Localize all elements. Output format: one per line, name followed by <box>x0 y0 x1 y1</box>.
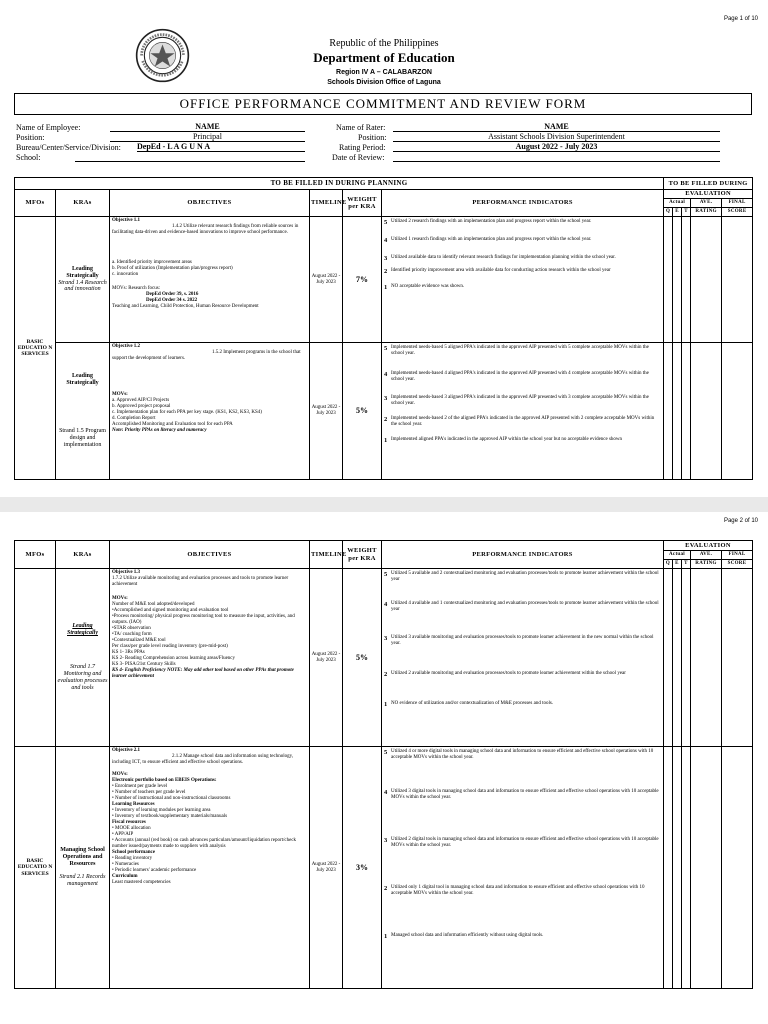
objective-text: 1.5.2 Implement programs in the school that support the development of learners. <box>112 350 301 361</box>
indicator-item: 4 Utilized 4 available and 1 contextualized monitoring and evaluation processes/tools to promote learner achievement within the school year <box>384 601 659 612</box>
objective-list-item: • Inventory of textbook/supplementary materials/manuals <box>112 814 228 819</box>
objectives-header: OBJECTIVES <box>110 190 310 217</box>
timeline-header: TIMELINE <box>310 190 343 217</box>
rater-name-field[interactable]: NAME <box>393 122 720 132</box>
ave-header: AVE. <box>691 199 722 208</box>
objective-cell <box>110 569 310 747</box>
deped-order: DepEd Order 34 s. 2022 <box>146 298 198 303</box>
objective-list-item: b. Approved project proposal <box>112 404 171 409</box>
score-header: SCORE <box>722 208 753 217</box>
objective-list-item: • Number of instructional and non-instructional classrooms <box>112 796 231 801</box>
kra-cell <box>56 217 110 343</box>
timeline-cell: August 2022 - July 2023 <box>310 747 343 989</box>
weight-header: WEIGHT per KRA <box>343 541 382 569</box>
objective-list-item: • Enrolment per grade level <box>112 784 168 789</box>
score-header: SCORE <box>722 560 753 569</box>
objective-list-item: • Numeracies <box>112 862 139 867</box>
review-date-field[interactable] <box>393 152 720 162</box>
objective-list-item: Accomplished Monitoring and Evaluation tool for each PPA <box>112 422 233 427</box>
during-section-header: TO BE FILLED DURING <box>664 178 753 190</box>
indicator-item: 1 NO acceptable evidence was shown. <box>384 284 465 292</box>
t-score-cell[interactable] <box>682 217 691 343</box>
mfo-cell: BASIC EDUCATIO N SERVICES <box>15 217 56 480</box>
ave-rating-cell[interactable] <box>691 217 722 343</box>
ave-rating-cell[interactable] <box>691 569 722 747</box>
objective-list-item: •Contextualized M&E tool <box>112 638 166 643</box>
rating-period-label: Rating Period: <box>339 143 386 152</box>
header-region: Region IV A – CALABARZON <box>336 69 432 76</box>
timeline-cell: August 2022 - July 2023 <box>310 343 343 480</box>
indicator-item: 1 Managed school data and information efficiently without using digital tools. <box>384 933 544 940</box>
kra-title: Leading Strategically <box>66 265 99 279</box>
indicator-item: 1 NO evidence of utilization and/or contextualization of M&E processes and tools. <box>384 700 554 708</box>
q-score-cell[interactable] <box>664 343 673 480</box>
page-2 <box>0 512 768 1024</box>
q-score-cell[interactable] <box>664 747 673 989</box>
q-score-cell[interactable] <box>664 569 673 747</box>
objective-cell <box>110 217 310 343</box>
evaluation-header: EVALUATION <box>664 541 753 551</box>
objective-list-item: a. Approved AIP/CI Projects <box>112 398 170 403</box>
objective-list-item: KS 3- PISA/21st Century Skills <box>112 662 176 667</box>
objective-list-item: b. Proof of utilization (Implementation plan/progress report) <box>112 266 233 271</box>
movs-label: MOVs: <box>112 596 128 601</box>
movs-label: MOVs: <box>112 392 128 397</box>
timeline-cell: August 2022 - July 2023 <box>310 569 343 747</box>
q-score-cell[interactable] <box>664 217 673 343</box>
ave-rating-cell[interactable] <box>691 747 722 989</box>
evaluation-header: EVALUATION <box>664 190 753 199</box>
employee-position-field[interactable]: Principal <box>110 132 305 142</box>
page-1 <box>0 0 768 497</box>
header-department: Department of Education <box>313 50 455 65</box>
indicators-header: PERFORMANCE INDICATORS <box>382 541 664 569</box>
review-date-label: Date of Review: <box>332 153 385 162</box>
objective-list-item: KS 2- Reading Comprehension across learning areas/Fluency <box>112 656 236 661</box>
objective-list-item: • APP/AIP <box>112 832 134 837</box>
kra-title: Leading Strategically <box>67 623 98 636</box>
final-score-cell[interactable] <box>722 217 753 343</box>
mfos-header: MFOs <box>15 541 56 569</box>
indicator-item: 1 Implemented aligned PPA's indicated in the approved AIP within the school year but no acceptable evidence shown <box>384 437 623 444</box>
q-header: Q <box>664 560 673 569</box>
objective-title: Objective 1.3 <box>112 570 141 575</box>
t-score-cell[interactable] <box>682 343 691 480</box>
objective-list-item: •TA/ coaching form <box>112 632 152 637</box>
objective-cell <box>110 343 310 480</box>
objective-list-item: KS 1- 3Rs PPAs <box>112 650 145 655</box>
e-score-cell[interactable] <box>673 343 682 480</box>
mfo-cell <box>15 569 56 747</box>
movs-label: MOVs: Research focus: <box>112 286 161 291</box>
objective-list-item: • MOOE allocation <box>112 826 151 831</box>
indicator-item: 3 Utilized 3 available monitoring and evaluation processes/tools to promote learner achievement in the new normal within the school year. <box>384 635 654 646</box>
mfo-cell: BASIC EDUCATIO N SERVICES <box>15 747 56 989</box>
actual-header: Actual <box>664 551 691 560</box>
objective-list-item: c. innovation <box>112 272 139 277</box>
indicator-item: 3 Utilized 2 digital tools in managing school data and information to ensure efficient and effective school operations with 10 acceptable MOVs within the school year. <box>384 837 659 848</box>
opcrf-table-page-1 <box>14 177 753 480</box>
weight-cell: 3% <box>343 747 382 989</box>
table-row <box>15 217 753 343</box>
rater-position-field[interactable]: Assistant Schools Division Superintendent <box>393 132 720 142</box>
objective-list-item: •Process monitoring/ physical progress monitoring tool to measure the input, activities, and outputs. (IAO) <box>112 614 295 625</box>
weight-header: WEIGHT per KRA <box>343 190 382 217</box>
indicator-item: 2 Implemented needs-based 2 of the aligned PPA's indicated in the approved AIP presented with 2 complete acceptable MOVs within the school year. <box>384 416 655 427</box>
indicator-item: 4 Implemented needs-based 4 aligned PPA's indicated in the approved AIP presented with 4 complete acceptable MOVs within the school year. <box>384 371 649 382</box>
form-title: OFFICE PERFORMANCE COMMITMENT AND REVIEW FORM <box>14 93 752 115</box>
final-header: FINAL <box>722 199 753 208</box>
objective-title: Objective 1.2 <box>112 344 141 349</box>
objective-title: Objective 1.1 <box>112 218 141 223</box>
page-number: Page 1 of 10 <box>723 16 758 22</box>
e-score-cell[interactable] <box>673 747 682 989</box>
school-field[interactable] <box>75 152 305 162</box>
kra-cell <box>56 343 110 480</box>
header-republic: Republic of the Philippines <box>329 38 439 49</box>
weight-cell: 7% <box>343 217 382 343</box>
indicators-cell <box>382 569 664 747</box>
indicators-cell <box>382 343 664 480</box>
objective-list-item: a. Identified priority improvement areas <box>112 260 192 265</box>
kra-title: Leading Strategically <box>66 373 99 386</box>
objective-list-item: d. Completion Report <box>112 416 156 421</box>
actual-header: Actual <box>664 199 691 208</box>
e-header: E <box>673 208 682 217</box>
indicator-item: 5 Utilized 2 research findings with an implementation plan and progress report within the school year. <box>384 219 592 226</box>
t-score-cell[interactable] <box>682 747 691 989</box>
kra-strand: Strand 1.5 Program design and implementation <box>59 428 106 448</box>
page-gap <box>0 497 768 512</box>
objective-note: KS 4- English Proficiency NOTE: May add other tool based on other PPAs that promote learner achievement <box>112 668 294 679</box>
kras-header: KRAs <box>56 541 110 569</box>
indicator-item: 2 Utilized only 1 digital tool in managing school data and information to ensure efficient and effective school operations with 10 acceptable MOVs within the school year. <box>384 885 645 896</box>
final-score-cell[interactable] <box>722 569 753 747</box>
mfos-header: MFOs <box>15 190 56 217</box>
kra-strand: Strand 1.4 Research and innovation <box>58 279 107 293</box>
objective-text: 1.7.2 Utilize available monitoring and evaluation processes and tools to promote learner achievement <box>112 576 289 587</box>
e-header: E <box>673 560 682 569</box>
rating-header: RATING <box>691 208 722 217</box>
kra-title: Managing School Operations and Resources <box>60 846 105 867</box>
t-header: T <box>682 560 691 569</box>
table-row <box>15 343 753 480</box>
objective-title: Objective 2.1 <box>112 748 141 753</box>
objective-note: Note: Priority PPAs on literacy and numeracy <box>112 428 207 433</box>
kra-strand: Strand 1.7 Monitoring and evaluation processes and tools <box>57 664 108 692</box>
t-header: T <box>682 208 691 217</box>
ave-header: AVE. <box>691 551 722 560</box>
q-header: Q <box>664 208 673 217</box>
indicators-cell <box>382 217 664 343</box>
objective-list-item: •STAR observation <box>112 626 151 631</box>
table-row <box>15 569 753 747</box>
objective-list-heading: Curriculum <box>112 874 138 879</box>
kras-header: KRAs <box>56 190 110 217</box>
deped-order: DepEd Order 39, s. 2016 <box>146 292 199 297</box>
objective-list-heading: Electronic portfolio based on EBEIS Operations: <box>112 778 217 783</box>
objective-list-heading: School performance <box>112 850 155 855</box>
indicator-item: 4 Utilized 3 digital tools in managing school data and information to ensure efficient and effective school operations with 10 acceptable MOVs within the school year. <box>384 789 659 800</box>
indicator-item: 5 Utilized 5 available and 2 contextualized monitoring and evaluation processes/tools to promote learner achievement within the school year <box>384 571 659 582</box>
indicator-item: 3 Implemented needs-based 3 aligned PPA's indicated in the approved AIP presented with 3 complete acceptable MOVs within the school year. <box>384 395 649 406</box>
objective-list-item: Per class/per grade level reading inventory (pre-mid-post) <box>112 644 228 649</box>
objective-list-item: Number of M&E tool adopted/developed <box>112 602 195 607</box>
page-number: Page 2 of 10 <box>723 518 758 524</box>
objective-list-item: • Periodic learners' academic performance <box>112 868 197 873</box>
timeline-header: TIMELINE <box>310 541 343 569</box>
t-score-cell[interactable] <box>682 569 691 747</box>
objective-list-item: Least mastered competencies <box>112 880 171 885</box>
rater-position-label: Position: <box>358 133 387 142</box>
final-score-cell[interactable] <box>722 343 753 480</box>
employee-name-field[interactable]: NAME <box>110 122 305 132</box>
objectives-header: OBJECTIVES <box>110 541 310 569</box>
bureau-field[interactable]: DepEd - L A G U N A <box>137 142 305 152</box>
kra-strand: Strand 2.1 Records management <box>59 874 106 888</box>
e-score-cell[interactable] <box>673 217 682 343</box>
final-header: FINAL <box>722 551 753 560</box>
rater-name-label: Name of Rater: <box>336 123 386 132</box>
timeline-cell: August 2022 - July 2023 <box>310 217 343 343</box>
header-division: Schools Division Office of Laguna <box>327 79 441 86</box>
bureau-label: Bureau/Center/Service/Division: <box>16 143 121 152</box>
e-score-cell[interactable] <box>673 569 682 747</box>
movs-label: MOVs: <box>112 772 128 777</box>
indicator-item: 2 Identified priority improvement area with available data for conducting action research within the school year <box>384 268 611 276</box>
opcrf-table-page-2 <box>14 540 753 989</box>
indicators-cell <box>382 747 664 989</box>
school-label: School: <box>16 153 41 162</box>
employee-position-label: Position: <box>16 133 45 142</box>
rating-header: RATING <box>691 560 722 569</box>
indicator-item: 3 Utilized available data to identify relevant research findings for implementation planning within the school year. <box>384 254 616 262</box>
kra-cell <box>56 747 110 989</box>
indicator-item: 2 Utilized 2 available monitoring and evaluation processes/tools to promote learner achievement within the school year <box>384 671 626 678</box>
weight-cell: 5% <box>343 343 382 480</box>
objective-list-item: • Reading inventory <box>112 856 153 861</box>
rating-period-field[interactable]: August 2022 - July 2023 <box>393 142 720 152</box>
ave-rating-cell[interactable] <box>691 343 722 480</box>
objective-text: 1.4.2 Utilize relevant research findings from reliable sources in facilitating data-driven and evidence-based innovations to improve school performance. <box>112 224 299 235</box>
objective-list-item: • Number of teachers per grade level <box>112 790 186 795</box>
indicator-item: 5 Implemented needs-based 5 aligned PPA's indicated in the approved AIP presented with 5 complete acceptable MOVs within the school year. <box>384 345 649 356</box>
weight-cell: 5% <box>343 569 382 747</box>
objective-cell <box>110 747 310 989</box>
objective-list-item: • Inventory of learning modules per learning area <box>112 808 211 813</box>
indicator-item: 5 Utilized 4 or more digital tools in managing school data and information to ensure efficient and effective school operations with 10 acceptable MOVs within the school year. <box>384 749 654 760</box>
indicators-header: PERFORMANCE INDICATORS <box>382 190 664 217</box>
objective-list-item: • Accounts (annual (red book) on cash advances particulars/amount/liquidation report/check number issued/payments made to suppliers with analysis <box>112 838 297 849</box>
objective-list-item: •Accomplished and signed monitoring and evaluation tool <box>112 608 229 613</box>
objective-list-item: c. Implementation plan for each PPA per key stage. (KS1, KS2, KS3, KS4) <box>112 410 262 415</box>
indicator-item: 4 Utilized 1 research findings with an implementation plan and progress report within the school year. <box>384 236 592 244</box>
kra-cell <box>56 569 110 747</box>
final-score-cell[interactable] <box>722 747 753 989</box>
objective-list-heading: Fiscal resources <box>112 820 146 825</box>
focus-areas: Teaching and Learning, Child Protection, Human Resource Development <box>112 304 259 309</box>
objective-text: 2.1.2 Manage school data and information using technology, including ICT, to ensure efficient and effective school operations. <box>112 754 294 765</box>
table-row <box>15 747 753 989</box>
objective-list-heading: Learning Resources <box>112 802 155 807</box>
planning-section-header: TO BE FILLED IN DURING PLANNING <box>15 178 664 190</box>
employee-name-label: Name of Employee: <box>16 123 81 132</box>
